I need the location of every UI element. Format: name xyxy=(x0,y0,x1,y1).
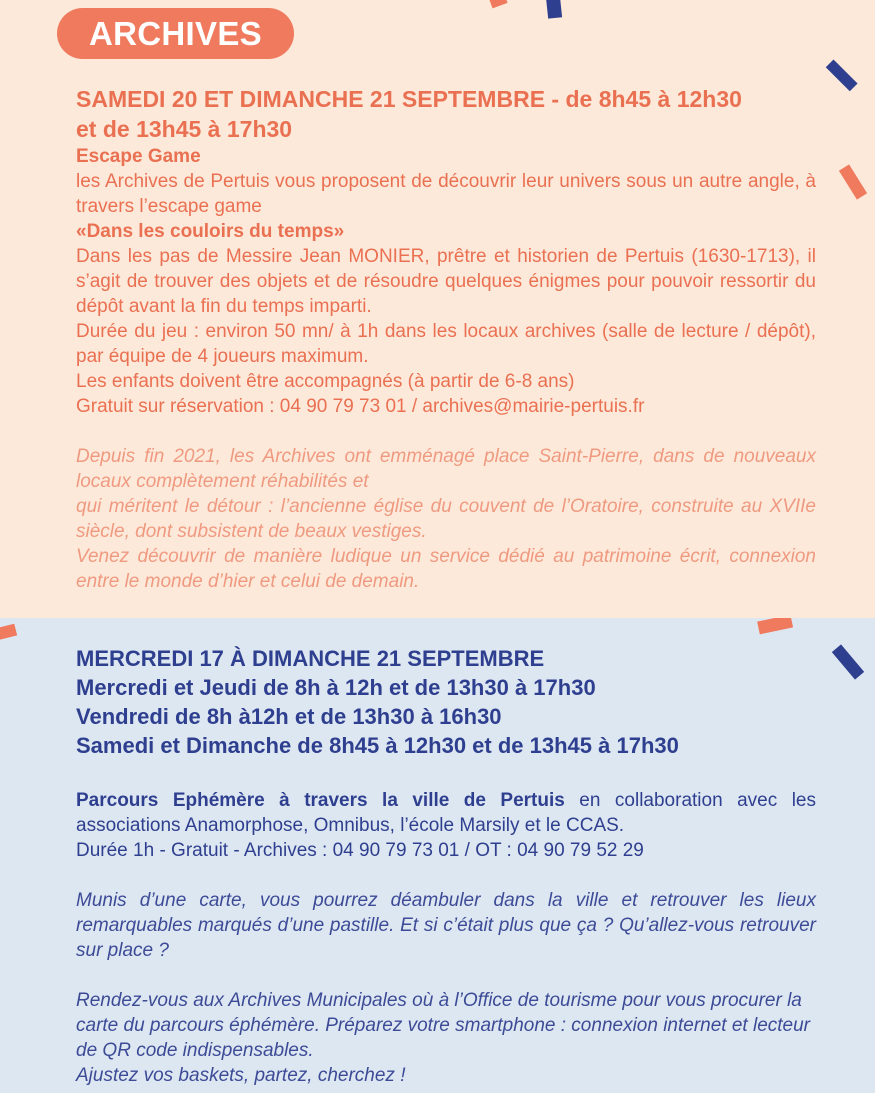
section-1-date-line xyxy=(76,84,816,114)
section-1-content xyxy=(76,84,816,594)
confetti-orange-left xyxy=(0,624,17,640)
escape-game-children: Les enfants doivent être accompagnés (à partir de 6-8 ans) xyxy=(76,371,575,392)
parcours-paragraph-1: Munis d’une carte, vous pourrez déambuler dans la ville et retrouver les lieux remarquables marqués d’une pastille. Et si c’était plus que ça ? Qu’allez-vous retrouver sur place ? xyxy=(76,890,816,961)
confetti-blue-top xyxy=(546,0,562,19)
escape-game-name: «Dans les couloirs du temps» xyxy=(76,221,345,242)
section-1-date-bold: SAMEDI 20 ET DIMANCHE 21 SEPTEMBRE xyxy=(76,86,546,112)
section-1-time-line: et de 13h45 à 17h30 xyxy=(76,116,293,142)
confetti-orange-right xyxy=(839,164,867,199)
archives-note-1: Depuis fin 2021, les Archives ont emménagé place Saint-Pierre, dans de nouveaux locaux complètement réhabilités et xyxy=(76,446,816,492)
section-2-hours-2: Vendredi de 8h à12h et de 13h30 à 16h30 xyxy=(76,704,502,729)
escape-game-duration: Durée du jeu : environ 50 mn/ à 1h dans les locaux archives (salle de lecture / dépôt), par équipe de 4 joueurs maximum. xyxy=(76,321,816,367)
parcours-section xyxy=(0,618,875,1093)
confetti-orange-mid-right xyxy=(757,618,793,634)
escape-game-booking: Gratuit sur réservation : 04 90 79 73 01 / archives@mairie-pertuis.fr xyxy=(76,396,645,417)
archives-note-2: qui méritent le détour : l’ancienne église du couvent de l’Oratoire, construite au XVIIe siècle, dont subsistent de beaux vestiges. xyxy=(76,496,816,542)
confetti-blue-right xyxy=(826,59,858,91)
parcours-paragraph-3: Ajustez vos baskets, partez, cherchez ! xyxy=(76,1065,406,1086)
section-2-date-line: MERCREDI 17 À DIMANCHE 21 SEPTEMBRE xyxy=(76,646,545,671)
parcours-collab: en collaboration avec les associations Anamorphose, Omnibus, l’école Marsily et le CCAS. xyxy=(76,790,816,836)
escape-game-intro: les Archives de Pertuis vous proposent de découvrir leur univers sous un autre angle, à travers l’escape game xyxy=(76,171,816,217)
parcours-description xyxy=(76,788,816,838)
escape-game-title: Escape Game xyxy=(76,146,201,167)
parcours-title: Parcours Ephémère à travers la ville de Pertuis xyxy=(76,790,565,811)
escape-game-description: Dans les pas de Messire Jean MONIER, prêtre et historien de Pertuis (1630-1713), il s’agit de trouver des objets et de résoudre quelques énigmes pour pouvoir ressortir du dépôt avant la fin du temps imparti. xyxy=(76,246,816,317)
section-1-date-hours: - de 8h45 à 12h30 xyxy=(545,86,742,112)
archives-note-3: Venez découvrir de manière ludique un service dédié au patrimoine écrit, connexion entre le monde d’hier et celui de demain. xyxy=(76,546,816,592)
section-2-hours-1: Mercredi et Jeudi de 8h à 12h et de 13h30 à 17h30 xyxy=(76,675,596,700)
section-2-hours-3: Samedi et Dimanche de 8h45 à 12h30 et de 13h45 à 17h30 xyxy=(76,733,679,758)
parcours-contact: Durée 1h - Gratuit - Archives : 04 90 79 73 01 / OT : 04 90 79 52 29 xyxy=(76,840,644,861)
archives-badge: ARCHIVES xyxy=(57,8,294,59)
section-2-content xyxy=(76,644,816,1088)
parcours-paragraph-2: Rendez-vous aux Archives Municipales où à l’Office de tourisme pour vous procurer la carte du parcours éphémère. Préparez votre smartphone : connexion internet et lecteur de QR code indispensables. xyxy=(76,990,811,1061)
confetti-orange-top xyxy=(488,0,507,8)
confetti-blue-bottom-right xyxy=(832,644,864,679)
